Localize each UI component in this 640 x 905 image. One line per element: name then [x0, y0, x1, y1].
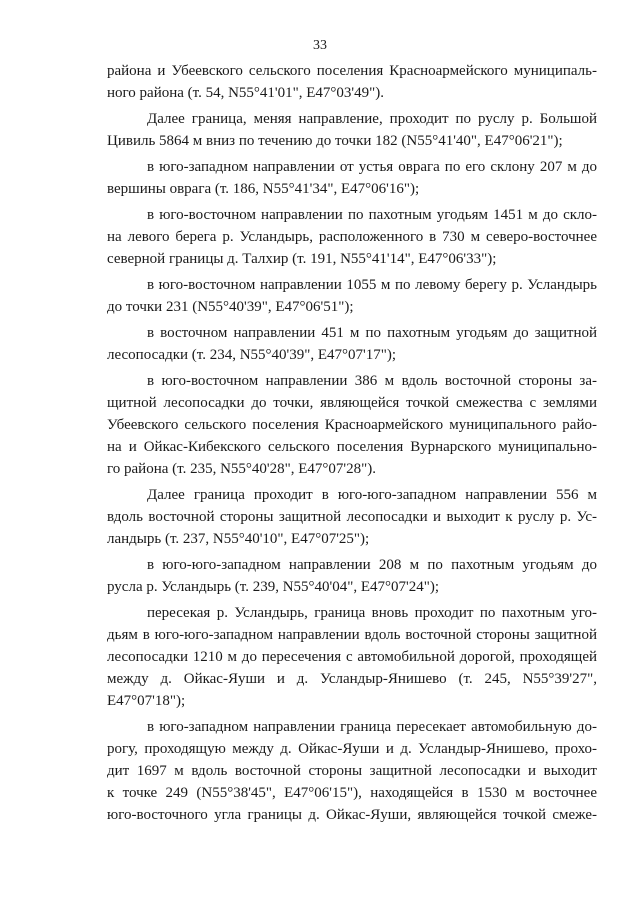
text-line: вдоль восточной стороны защитной лесопосадки и выходит к руслу р. Ус- — [107, 509, 597, 525]
text-line: Далее граница, меняя направление, проходит по руслу р. Большой — [147, 111, 597, 127]
text-line: Далее граница проходит в юго-юго-западном направлении 556 м — [147, 487, 597, 503]
text-line: юго-восточного угла границы д. Ойкас-Яуши, являющейся точкой смеже- — [107, 807, 597, 823]
text-line: вершины оврага (т. 186, N55°41'34", E47°06'16"); — [107, 181, 420, 197]
text-line: лесопосадки 1210 м до пересечения с автомобильной дорогой, проходящей — [107, 649, 597, 665]
text-line: ландырь (т. 237, N55°40'10", E47°07'25"); — [107, 531, 370, 547]
text-line: дьям в юго-юго-западном направлении вдоль восточной стороны защитной — [107, 627, 597, 643]
text-line: на и Ойкас-Кибекского сельского поселения Вурнарского муниципально- — [107, 439, 597, 455]
text-line: на левого берега р. Усландырь, расположенного в 730 м северо-восточнее — [107, 229, 597, 245]
text-line: ного района (т. 54, N55°41'01", E47°03'49"). — [107, 85, 384, 101]
text-line: района и Убеевского сельского поселения Красноармейского муниципаль- — [107, 63, 597, 79]
paragraph — [107, 322, 597, 366]
text-line: русла р. Усландырь (т. 239, N55°40'04", E47°07'24"); — [107, 579, 440, 595]
text-line: в юго-восточном направлении 1055 м по левому берегу р. Усландырь — [147, 277, 597, 293]
text-line: северной границы д. Талхир (т. 191, N55°41'14", E47°06'33"); — [107, 251, 497, 267]
paragraph — [107, 108, 597, 152]
text-line: Убеевского сельского поселения Красноармейского муниципального райо- — [107, 417, 597, 433]
paragraph — [107, 370, 597, 480]
paragraph — [107, 484, 597, 550]
paragraph — [107, 60, 597, 104]
text-line: лесопосадки (т. 234, N55°40'39", E47°07'17"); — [107, 347, 396, 363]
text-line: в юго-юго-западном направлении 208 м по пахотным угодьям до — [147, 557, 597, 573]
paragraph — [107, 716, 597, 826]
text-line: в восточном направлении 451 м по пахотным угодьям до защитной — [147, 325, 597, 341]
text-line: дит 1697 м вдоль восточной стороны защитной лесопосадки и выходит — [107, 763, 597, 779]
paragraph — [107, 274, 597, 318]
text-line: к точке 249 (N55°38'45", E47°06'15"), находящейся в 1530 м восточнее — [107, 785, 597, 801]
text-line: рогу, проходящую между д. Ойкас-Яуши и д. Усландыр-Янишево, прохо- — [107, 741, 597, 757]
document-body — [107, 60, 597, 830]
text-line: щитной лесопосадки до точки, являющейся точкой смежества с землями — [107, 395, 597, 411]
text-line: в юго-восточном направлении 386 м вдоль восточной стороны за- — [147, 373, 597, 389]
page-number: 33 — [313, 38, 327, 53]
paragraph — [107, 554, 597, 598]
paragraph — [107, 156, 597, 200]
text-line: в юго-восточном направлении по пахотным угодьям 1451 м до скло- — [147, 207, 597, 223]
text-line: до точки 231 (N55°40'39", E47°06'51"); — [107, 299, 354, 315]
paragraph — [107, 204, 597, 270]
text-line: E47°07'18"); — [107, 693, 186, 709]
text-line: между д. Ойкас-Яуши и д. Усландыр-Янишево (т. 245, N55°39'27", — [107, 671, 597, 687]
text-line: пересекая р. Усландырь, граница вновь проходит по пахотным уго- — [147, 605, 597, 621]
paragraph — [107, 602, 597, 712]
text-line: го района (т. 235, N55°40'28", E47°07'28"). — [107, 461, 376, 477]
text-line: в юго-западном направлении от устья оврага по его склону 207 м до — [147, 159, 597, 175]
text-line: в юго-западном направлении граница пересекает автомобильную до- — [147, 719, 597, 735]
text-line: Цивиль 5864 м вниз по течению до точки 182 (N55°41'40", E47°06'21"); — [107, 133, 563, 149]
